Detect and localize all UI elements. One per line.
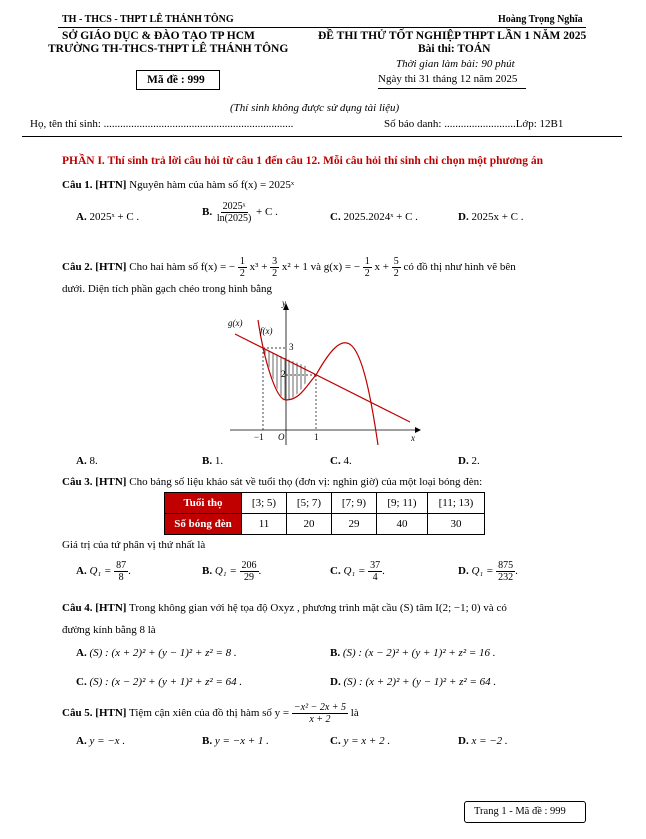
q2-frac-2 bbox=[270, 256, 279, 279]
q2-d-label: D. bbox=[458, 455, 469, 467]
q2-stem bbox=[62, 256, 516, 279]
q3-b-sym: Q₁ = bbox=[214, 565, 237, 578]
exam-title: ĐỀ THI THỬ TỐT NGHIỆP THPT LẦN 1 NĂM 2025 bbox=[318, 30, 587, 42]
q1-a-text: 2025ˣ + C . bbox=[89, 211, 140, 223]
q3-a-fraction bbox=[114, 560, 128, 583]
q2-text-b: có đồ thị như hình vẽ bên bbox=[403, 261, 516, 274]
x-label: x bbox=[411, 433, 415, 443]
q2-label: Câu 2. [HTN] bbox=[62, 261, 127, 274]
q5-b-label: B. bbox=[202, 735, 213, 747]
q5-option-b bbox=[202, 735, 269, 747]
q5-tail: là bbox=[350, 707, 359, 720]
tick-3: 3 bbox=[289, 342, 294, 352]
f-label: f(x) bbox=[260, 326, 273, 336]
page-footer: Trang 1 - Mã đề : 999 bbox=[474, 806, 566, 817]
q5-a-label: A. bbox=[76, 735, 87, 747]
q3-option-c: C. Q₁ = $\frac{37}{4}$ . bbox=[330, 560, 385, 583]
q1-b-num: 2025ˣ bbox=[222, 201, 246, 212]
q1-c-label: C. bbox=[330, 211, 341, 223]
q4-c-label: C. bbox=[76, 676, 87, 688]
q5-option-c bbox=[330, 735, 390, 747]
q4-option-c bbox=[76, 676, 242, 688]
q2-c-text: 4. bbox=[343, 455, 352, 467]
q3-d-fraction bbox=[496, 560, 515, 583]
name-line: Họ, tên thí sinh: ..................................................................... bbox=[30, 118, 294, 130]
footer-box bbox=[464, 801, 586, 823]
q3-d-den: 232 bbox=[498, 572, 514, 583]
q3-a-sym: Q₁ = bbox=[89, 565, 112, 578]
q3-interval: [7; 9) bbox=[332, 493, 377, 514]
y-label: y bbox=[282, 300, 286, 308]
q1-option-b bbox=[202, 201, 278, 224]
exam-note: (Thí sinh không được sử dụng tài liệu) bbox=[230, 102, 400, 114]
q3-d-sym: Q₁ = bbox=[471, 565, 494, 578]
q2-frac2-num: 3 bbox=[272, 256, 278, 267]
q1-d-text: 2025x + C . bbox=[471, 211, 524, 223]
q4-option-a bbox=[76, 647, 237, 659]
q2-line2: dưới. Diện tích phần gạch chéo trong hình bằng bbox=[62, 283, 273, 295]
q2-frac1-num: 1 bbox=[239, 256, 245, 267]
q4-option-d bbox=[330, 676, 496, 688]
q2-b-label: B. bbox=[202, 455, 213, 467]
q3-option-d: D. Q₁ = $\frac{875}{232}$ . bbox=[458, 560, 518, 583]
q3-interval: [11; 13) bbox=[428, 493, 485, 514]
q3-question: Giá trị của tứ phân vị thứ nhất là bbox=[62, 539, 206, 551]
q2-frac-1 bbox=[238, 256, 247, 279]
q3-interval: [3; 5) bbox=[242, 493, 287, 514]
q5-a-text: y = −x . bbox=[89, 735, 126, 747]
q2-a-text: 8. bbox=[89, 455, 98, 467]
q1-label: Câu 1. [HTN] bbox=[62, 179, 127, 191]
q2-text-a: Cho hai hàm số f(x) = − bbox=[129, 261, 236, 274]
q5-num: −x² − 2x + 5 bbox=[293, 702, 347, 713]
q3-row-counts bbox=[165, 514, 485, 535]
q1-b-den: ln(2025) bbox=[216, 213, 252, 224]
q2-b-text: 1. bbox=[214, 455, 224, 467]
q3-row1-head: Tuổi thọ bbox=[165, 493, 242, 514]
q1-option-c bbox=[330, 211, 418, 223]
q4-a-text: (S) : (x + 2)² + (y − 1)² + z² = 8 . bbox=[89, 647, 237, 659]
x-axis-arrow bbox=[415, 427, 421, 433]
q1-b-label: B. bbox=[202, 206, 213, 219]
tick-minus1: −1 bbox=[254, 432, 264, 442]
header-rule bbox=[58, 27, 586, 28]
q2-frac3-num: 1 bbox=[364, 256, 370, 267]
f-curve bbox=[258, 320, 378, 445]
q3-row2-head: Số bóng đèn bbox=[165, 514, 242, 535]
q4-d-label: D. bbox=[330, 676, 341, 688]
q2-graph bbox=[220, 300, 425, 450]
exam-date: Ngày thi 31 tháng 12 năm 2025 bbox=[378, 73, 518, 85]
q2-f-rest2: x² + 1 và g(x) = − bbox=[281, 261, 361, 274]
q3-c-num: 37 bbox=[370, 560, 381, 571]
q2-option-b bbox=[202, 455, 223, 467]
school-name: TRƯỜNG TH-THCS-THPT LÊ THÁNH TÔNG bbox=[48, 43, 289, 55]
q3-d-num: 875 bbox=[498, 560, 514, 571]
q4-b-text: (S) : (x − 2)² + (y + 1)² + z² = 16 . bbox=[342, 647, 496, 659]
exam-code-box bbox=[136, 70, 220, 90]
q2-frac3-den: 2 bbox=[364, 268, 370, 279]
q5-d-label: D. bbox=[458, 735, 469, 747]
q2-d-text: 2. bbox=[471, 455, 480, 467]
q4-line2: đường kính bằng 8 là bbox=[62, 624, 156, 636]
q3-b-label: B. bbox=[202, 565, 213, 578]
q2-frac-4 bbox=[392, 256, 401, 279]
q3-d-label: D. bbox=[458, 565, 469, 578]
q1-option-a bbox=[76, 211, 139, 223]
q5-b-text: y = −x + 1 . bbox=[214, 735, 269, 747]
q1-text: Nguyên hàm của hàm số f(x) = 2025ˣ bbox=[129, 179, 295, 191]
duration: Thời gian làm bài: 90 phút bbox=[396, 58, 515, 70]
q3-c-den: 4 bbox=[372, 572, 378, 583]
q3-count: 20 bbox=[287, 514, 332, 535]
q3-option-a: A. Q₁ = $\frac{87}{8}$ . bbox=[76, 560, 131, 583]
q2-frac4-den: 2 bbox=[393, 268, 399, 279]
q3-interval: [9; 11) bbox=[377, 493, 428, 514]
q3-row-intervals bbox=[165, 493, 485, 514]
q1-d-label: D. bbox=[458, 211, 469, 223]
q5-c-text: y = x + 2 . bbox=[343, 735, 391, 747]
q1-a-label: A. bbox=[76, 211, 87, 223]
q3-c-fraction bbox=[368, 560, 382, 583]
q4-option-b bbox=[330, 647, 496, 659]
q4-a-label: A. bbox=[76, 647, 87, 659]
q5-label: Câu 5. [HTN] bbox=[62, 707, 127, 720]
q3-count: 29 bbox=[332, 514, 377, 535]
q5-d-text: x = −2 . bbox=[471, 735, 508, 747]
q4-d-text: (S) : (x + 2)² + (y − 1)² + z² = 64 . bbox=[343, 676, 497, 688]
department: SỞ GIÁO DỤC & ĐÀO TẠO TP HCM bbox=[62, 30, 255, 42]
school-short: TH - THCS - THPT LÊ THÁNH TÔNG bbox=[62, 14, 234, 25]
q5-option-a bbox=[76, 735, 125, 747]
q4-b-label: B. bbox=[330, 647, 341, 659]
tick-2: 2 bbox=[281, 369, 286, 379]
q3-b-den: 29 bbox=[244, 572, 255, 583]
q1-stem bbox=[62, 179, 294, 191]
q3-table bbox=[164, 492, 485, 535]
q2-frac4-num: 5 bbox=[393, 256, 399, 267]
q1-b-fraction bbox=[215, 201, 253, 224]
q4-text: Trong không gian với hệ tọa độ Oxyz , phương trình mặt cầu (S) tâm I(2; −1; 0) và có bbox=[129, 602, 507, 614]
author: Hoàng Trọng Nghĩa bbox=[498, 14, 583, 25]
origin-label: O bbox=[278, 432, 285, 442]
tick-1: 1 bbox=[314, 432, 319, 442]
q3-a-label: A. bbox=[76, 565, 87, 578]
q5-c-label: C. bbox=[330, 735, 341, 747]
q4-label: Câu 4. [HTN] bbox=[62, 602, 127, 614]
q3-b-num: 206 bbox=[241, 560, 257, 571]
q2-option-c bbox=[330, 455, 352, 467]
q3-count: 30 bbox=[428, 514, 485, 535]
q3-c-sym: Q₁ = bbox=[343, 565, 366, 578]
q3-label: Câu 3. [HTN] bbox=[62, 476, 127, 488]
g-line bbox=[235, 334, 410, 422]
header-bottom-rule bbox=[22, 136, 622, 137]
q2-g-rest: x + bbox=[374, 261, 389, 274]
q1-b-tail: + C . bbox=[256, 206, 278, 219]
q2-a-label: A. bbox=[76, 455, 87, 467]
q3-a-den: 8 bbox=[118, 572, 124, 583]
q2-frac-3 bbox=[363, 256, 372, 279]
q2-f-rest: x³ + bbox=[249, 261, 268, 274]
q2-c-label: C. bbox=[330, 455, 341, 467]
q3-text: Cho bảng số liệu khảo sát về tuổi thọ (đơn vị: nghìn giờ) của một loại bóng đèn: bbox=[129, 476, 483, 488]
q5-text: Tiệm cận xiên của đồ thị hàm số y = bbox=[129, 707, 290, 720]
q3-interval: [5; 7) bbox=[287, 493, 332, 514]
q3-c-label: C. bbox=[330, 565, 341, 578]
q4-c-text: (S) : (x − 2)² + (y + 1)² + z² = 64 . bbox=[89, 676, 243, 688]
q5-den: x + 2 bbox=[309, 714, 331, 725]
q2-option-d bbox=[458, 455, 480, 467]
q5-stem bbox=[62, 702, 359, 725]
q2-option-a bbox=[76, 455, 98, 467]
q3-a-num: 87 bbox=[116, 560, 127, 571]
part1-heading: PHẦN I. Thí sinh trả lời câu hỏi từ câu 1 đến câu 12. Mỗi câu hỏi thí sinh chỉ chọn một phương án bbox=[62, 155, 543, 167]
g-label: g(x) bbox=[228, 318, 243, 328]
q1-option-d bbox=[458, 211, 524, 223]
q3-count: 11 bbox=[242, 514, 287, 535]
sbd-line: Số báo danh: ..........................Lớp: 12B1 bbox=[384, 118, 564, 130]
q2-frac2-den: 2 bbox=[272, 268, 278, 279]
date-rule bbox=[378, 88, 526, 89]
q5-option-d bbox=[458, 735, 508, 747]
q3-stem bbox=[62, 476, 482, 488]
q4-stem bbox=[62, 602, 507, 614]
q3-b-fraction bbox=[240, 560, 259, 583]
q3-count: 40 bbox=[377, 514, 428, 535]
q2-frac1-den: 2 bbox=[239, 268, 245, 279]
subject: Bài thi: TOÁN bbox=[418, 43, 491, 55]
q3-option-b: B. Q₁ = $\frac{206}{29}$ . bbox=[202, 560, 262, 583]
q5-fraction bbox=[292, 702, 348, 725]
q1-c-text: 2025.2024ˣ + C . bbox=[343, 211, 418, 223]
exam-code: Mã đề : 999 bbox=[147, 74, 205, 86]
